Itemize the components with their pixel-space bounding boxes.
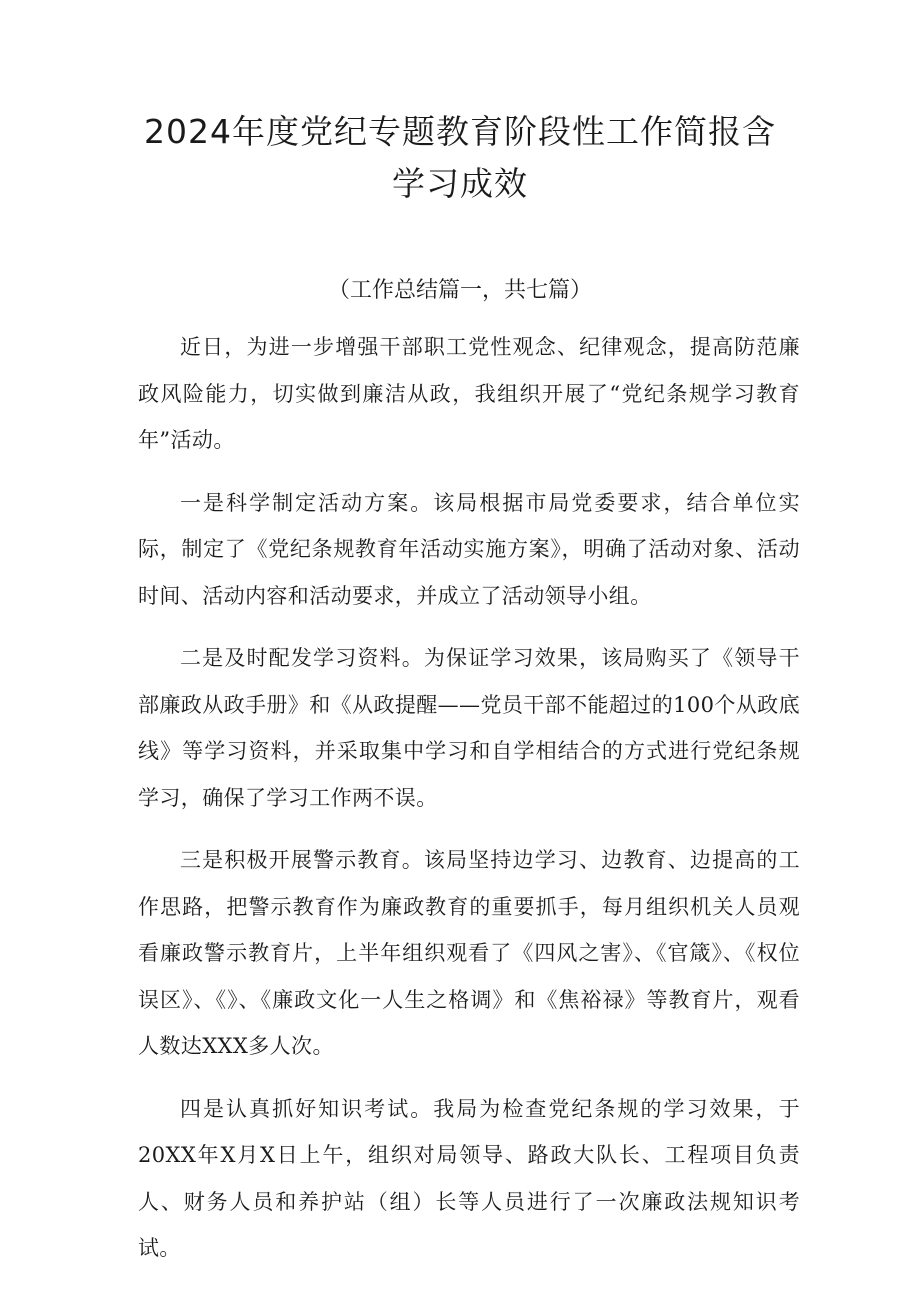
- document-body: [138, 324, 800, 1288]
- paragraph-knowledge-exam: 四是认真抓好知识考试。我局为检查党纪条规的学习效果，于20XX年X月X日上午，组织对局领导、路政大队长、工程项目负责人、财务人员和养护站（组）长等人员进行了一次廉政法规知识考试。: [138, 1096, 800, 1260]
- title-line-1: 2024年度党纪专题教育阶段性工作简报含: [144, 112, 776, 151]
- document-subtitle: （工作总结篇一，共七篇）: [327, 278, 592, 303]
- paragraph-study-materials: 二是及时配发学习资料。为保证学习效果，该局购买了《领导干部廉政从政手册》和《从政提醒——党员干部不能超过的100个从政底线》等学习资料，并采取集中学习和自学相结合的方式进行党纪条规学习，确保了学习工作两不误。: [138, 646, 800, 810]
- document-title: [120, 106, 800, 210]
- title-line-2: 学习成效: [392, 164, 528, 203]
- paragraph-activity-plan: 一是科学制定活动方案。该局根据市局党委要求，结合单位实际，制定了《党纪条规教育年活动实施方案》，明确了活动对象、活动时间、活动内容和活动要求，并成立了活动领导小组。: [138, 490, 800, 608]
- paragraph-intro: 近日，为进一步增强干部职工党性观念、纪律观念，提高防范廉政风险能力，切实做到廉洁从政，我组织开展了“党纪条规学习教育年”活动。: [138, 335, 800, 452]
- paragraph-warning-education: 三是积极开展警示教育。该局坚持边学习、边教育、边提高的工作思路，把警示教育作为廉政教育的重要抓手，每月组织机关人员观看廉政警示教育片，上半年组织观看了《四风之害》、《官箴》、《权位误区》、《》、《廉政文化一人生之格调》和《焦裕禄》等教育片，观看人数达XXX多人次。: [138, 848, 800, 1058]
